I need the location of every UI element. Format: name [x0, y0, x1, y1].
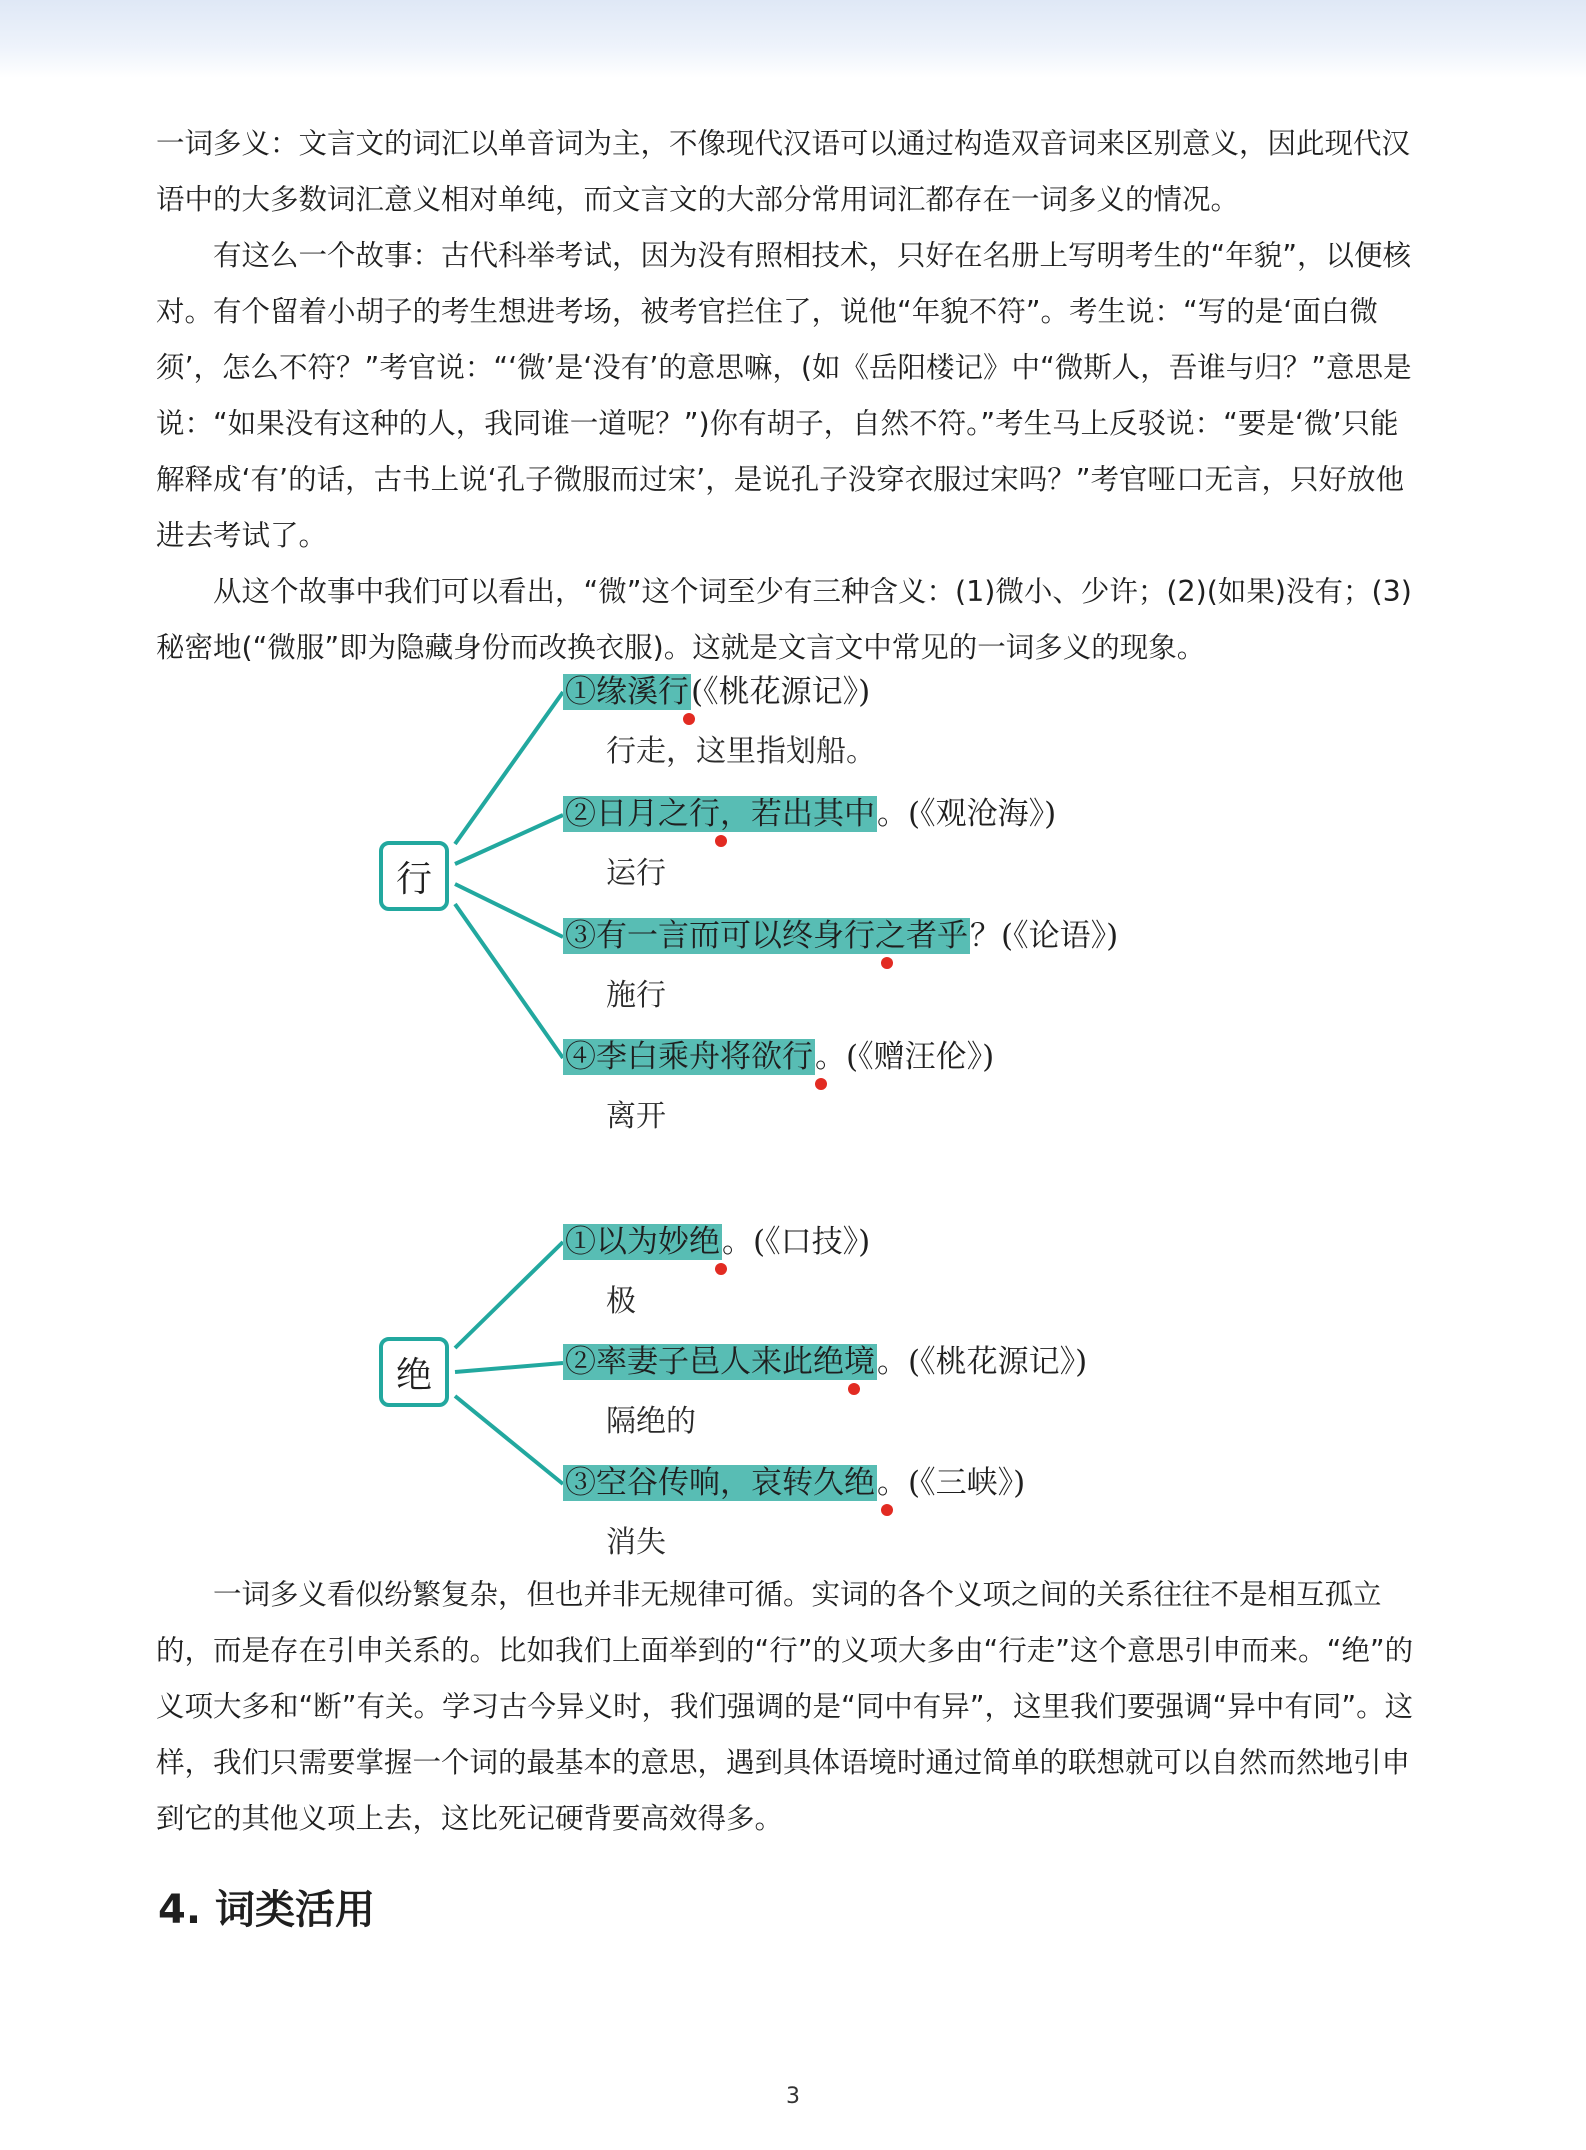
emphasis-dot [848, 1383, 860, 1395]
section-heading: 4. 词类活用 [158, 1887, 375, 1933]
meaning-text: 消失 [606, 1525, 666, 1560]
example-source: 。(《桃花源记》) [877, 1344, 1088, 1380]
example-source: ？(《论语》) [970, 918, 1119, 954]
paragraph-story [156, 228, 1424, 564]
paragraph-conclusion-text: 从这个故事中我们可以看出，“微”这个词至少有三种含义：(1)微小、少许；(2)(如果)没有；(3)秘密地(“微服”即为隐藏身份而改换衣服)。这就是文言文中常见的一词多义的现象。 [156, 575, 1412, 664]
polysemy-diagram-jue [0, 1218, 1586, 1558]
example-item [563, 670, 870, 714]
meaning-text: 极 [606, 1284, 636, 1319]
example-item [563, 1220, 870, 1264]
emphasis-dot [715, 835, 727, 847]
example-source: (《桃花源记》) [691, 674, 871, 710]
example-source: 。(《观沧海》) [877, 796, 1057, 832]
example-source: 。(《三峡》) [877, 1465, 1026, 1501]
meaning-text: 隔绝的 [606, 1404, 696, 1439]
example-source: 。(《口技》) [722, 1224, 871, 1260]
example-highlight: ①缘溪行 [565, 674, 689, 710]
meaning-text: 离开 [606, 1099, 666, 1134]
example-highlight: ③有一言而可以终身行之者乎 [565, 918, 968, 954]
emphasis-dot [683, 713, 695, 725]
paragraph-summary [156, 1567, 1424, 1847]
example-item [563, 1035, 994, 1079]
header-band [0, 0, 1586, 78]
meaning-text: 行走，这里指划船。 [606, 734, 876, 769]
paragraph-story-text: 有这么一个故事：古代科举考试，因为没有照相技术，只好在名册上写明考生的“年貌”，以便核对。有个留着小胡子的考生想进考场，被考官拦住了，说他“年貌不符”。考生说：“写的是‘面白微须’，怎么不符？”考官说：“‘微’是‘没有’的意思嘛，(如《岳阳楼记》中“微斯人，吾谁与归？”意思是说：“如果没有这种的人，我同谁一道呢？”)你有胡子，自然不符。”考生马上反驳说：“要是‘微’只能解释成‘有’的话，古书上说‘孔子微服而过宋’，是说孔子没穿衣服过宋吗？”考官哑口无言，只好放他进去考试了。 [156, 239, 1412, 552]
emphasis-dot [881, 957, 893, 969]
paragraph-intro: 一词多义：文言文的词汇以单音词为主，不像现代汉语可以通过构造双音词来区别意义，因此现代汉语中的大多数词汇意义相对单纯，而文言文的大部分常用词汇都存在一词多义的情况。 [156, 127, 1411, 216]
example-source: 。(《赠汪伦》) [815, 1039, 995, 1075]
emphasis-dot [815, 1078, 827, 1090]
paragraph-summary-text: 一词多义看似纷繁复杂，但也并非无规律可循。实词的各个义项之间的关系往往不是相互孤立的，而是存在引申关系的。比如我们上面举到的“行”的义项大多由“行走”这个意思引申而来。“绝”的义项大多和“断”有关。学习古今异义时，我们强调的是“同中有异”，这里我们要强调“异中有同”。这样，我们只需要掌握一个词的最基本的意思，遇到具体语境时通过简单的联想就可以自然而然地引申到它的其他义项上去，这比死记硬背要高效得多。 [156, 1578, 1414, 1835]
example-highlight: ②日月之行，若出其中 [565, 796, 875, 832]
center-word-box: 行 [379, 841, 449, 911]
polysemy-diagram-xing [0, 668, 1586, 1148]
example-highlight: ③空谷传响，哀转久绝 [565, 1465, 875, 1501]
example-highlight: ④李白乘舟将欲行 [565, 1039, 813, 1075]
example-highlight: ①以为妙绝 [565, 1224, 720, 1260]
paragraph-conclusion [156, 564, 1424, 676]
emphasis-dot [881, 1504, 893, 1516]
example-item [563, 1461, 1025, 1505]
emphasis-dot [715, 1263, 727, 1275]
example-highlight: ②率妻子邑人来此绝境 [565, 1344, 875, 1380]
example-item [563, 792, 1056, 836]
example-item [563, 914, 1118, 958]
connector-lines [0, 1218, 1586, 1558]
example-item [563, 1340, 1087, 1384]
meaning-text: 运行 [606, 856, 666, 891]
page-number: 3 [786, 2084, 800, 2109]
meaning-text: 施行 [606, 978, 666, 1013]
center-word-box: 绝 [379, 1337, 449, 1407]
